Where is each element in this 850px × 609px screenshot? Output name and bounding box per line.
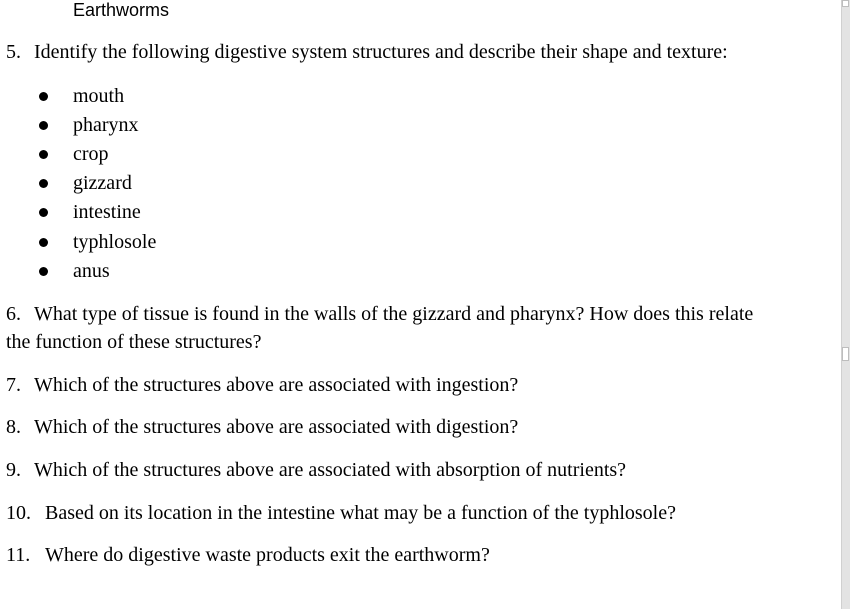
list-item xyxy=(0,257,400,285)
bullet-icon xyxy=(39,208,48,217)
scroll-marker-top[interactable] xyxy=(842,0,849,7)
question-text: Based on its location in the intestine what may be a function of the typhlosole? xyxy=(45,502,676,524)
question-number: 5. xyxy=(6,41,21,63)
question-text: Which of the structures above are associated with absorption of nutrients? xyxy=(34,459,627,481)
vertical-scrollbar[interactable] xyxy=(841,0,850,609)
question-number: 9. xyxy=(6,459,21,481)
list-item xyxy=(0,228,400,256)
list-item-label: pharynx xyxy=(73,114,139,136)
list-item-label: mouth xyxy=(73,85,125,107)
list-item-label: crop xyxy=(73,143,109,165)
question-6-continuation: the function of these structures? xyxy=(6,331,262,353)
bullet-icon xyxy=(39,150,48,159)
question-5 xyxy=(6,38,728,66)
question-10 xyxy=(6,499,676,527)
list-item-label: gizzard xyxy=(73,172,132,194)
question-number: 8. xyxy=(6,416,21,438)
list-item-label: typhlosole xyxy=(73,231,157,253)
scroll-thumb[interactable] xyxy=(842,347,849,361)
section-heading: Earthworms xyxy=(73,0,170,20)
list-item xyxy=(0,198,400,226)
list-item xyxy=(0,140,400,168)
question-text: What type of tissue is found in the walls of the gizzard and pharynx? How does this relate xyxy=(34,303,754,325)
question-text: Identify the following digestive system structures and describe their shape and texture: xyxy=(34,41,728,63)
question-8 xyxy=(6,413,518,441)
question-6 xyxy=(6,300,753,328)
list-item xyxy=(0,82,400,110)
list-item-label: intestine xyxy=(73,201,141,223)
bullet-icon xyxy=(39,267,48,276)
question-text: Which of the structures above are associated with ingestion? xyxy=(34,374,519,396)
question-text: Which of the structures above are associated with digestion? xyxy=(34,416,519,438)
list-item xyxy=(0,169,400,197)
bullet-icon xyxy=(39,92,48,101)
question-7 xyxy=(6,371,518,399)
question-number: 11. xyxy=(6,544,31,566)
question-number: 6. xyxy=(6,303,21,325)
list-item xyxy=(0,111,400,139)
bullet-icon xyxy=(39,179,48,188)
bullet-icon xyxy=(39,121,48,130)
question-number: 10. xyxy=(6,502,31,524)
question-11 xyxy=(6,541,490,569)
list-item-label: anus xyxy=(73,260,110,282)
question-text: Where do digestive waste products exit the earthworm? xyxy=(45,544,490,566)
bullet-icon xyxy=(39,238,48,247)
question-9 xyxy=(6,456,626,484)
question-number: 7. xyxy=(6,374,21,396)
